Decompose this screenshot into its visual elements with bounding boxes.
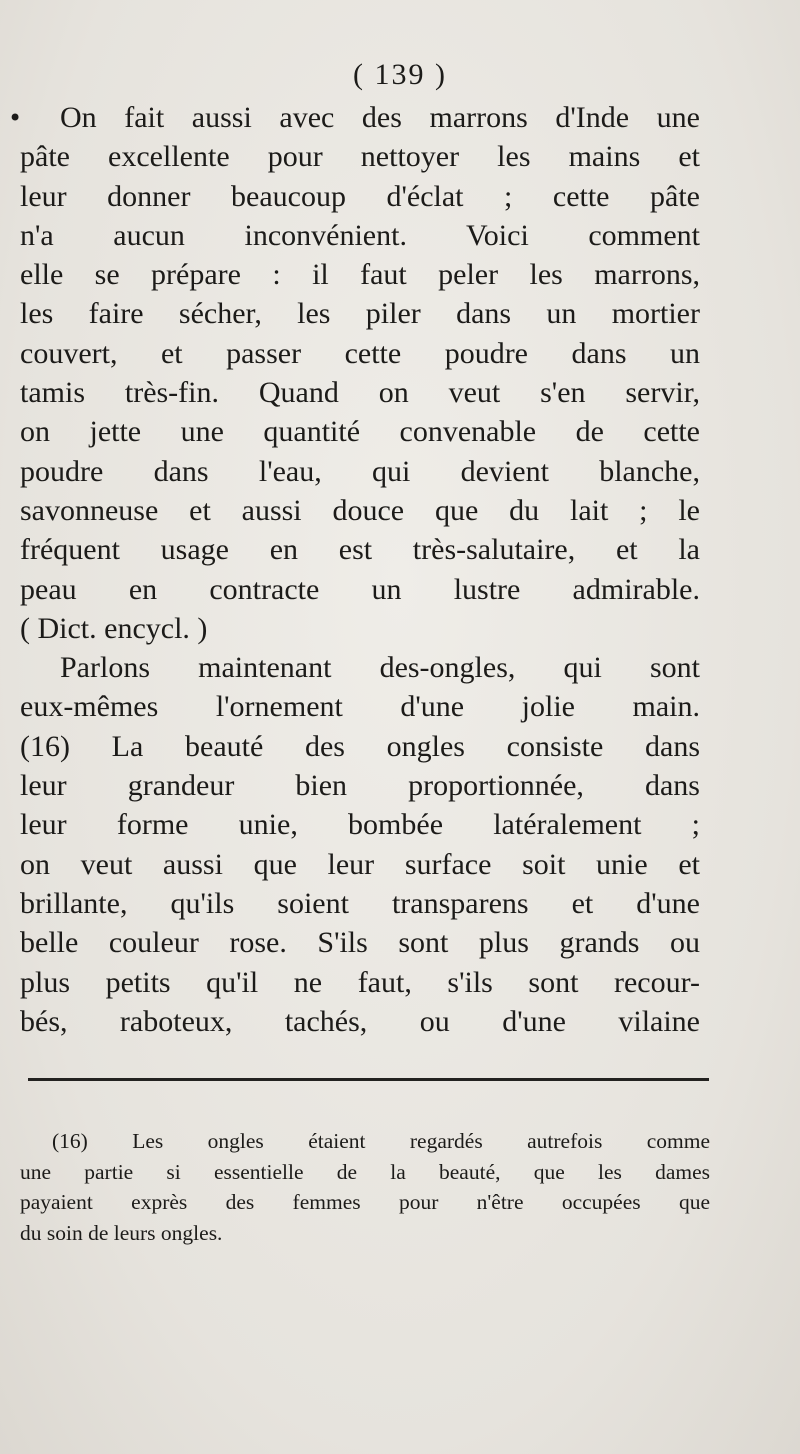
body-line: (16) La beauté des ongles consiste dans [20,729,700,763]
body-line: leur donner beaucoup d'éclat ; cette pâte [20,179,700,213]
body-line: fréquent usage en est très-salutaire, et la [20,533,700,567]
body-line: belle couleur rose. S'ils sont plus grands ou [20,926,700,960]
body-line: couvert, et passer cette poudre dans un [20,336,700,370]
body-line: on jette une quantité convenable de cette [20,415,700,449]
footnote-line: (16) Les ongles étaient regardés autrefois comme [52,1129,710,1153]
footnote [20,1126,710,1248]
footnote-rule [28,1078,709,1081]
body-line: leur grandeur bien proportionnée, dans [20,769,700,803]
body-line: tamis très-fin. Quand on veut s'en servir, [20,376,700,410]
footnote-line: du soin de leurs ongles. [20,1220,223,1245]
body-line: poudre dans l'eau, qui devient blanche, [20,454,700,488]
page-number: ( 139 ) [353,58,447,91]
body-line: savonneuse et aussi douce que du lait ; le [20,493,700,527]
footnote-line: une partie si essentielle de la beauté, que les dames [20,1159,710,1184]
body-line: pâte excellente pour nettoyer les mains et [20,140,700,174]
footnote-line: payaient exprès des femmes pour n'être occupées que [20,1190,710,1214]
body-line: peau en contracte un lustre admirable. [20,572,700,606]
body-line: les faire sécher, les piler dans un mortier [20,297,700,331]
body-line: plus petits qu'il ne faut, s'ils sont recour- [20,965,700,999]
margin-mark: • [8,104,23,132]
body-line: bés, raboteux, tachés, ou d'une vilaine [20,1004,700,1038]
body-line: Parlons maintenant des-ongles, qui sont [60,651,700,685]
body-line: elle se prépare : il faut peler les marrons, [20,258,700,292]
body-line: eux-mêmes l'ornement d'une jolie main. [20,690,700,724]
body-line: n'a aucun inconvénient. Voici comment [20,218,700,252]
body-text [20,98,700,1041]
body-line: ( Dict. encycl. ) [20,611,208,645]
body-line: leur forme unie, bombée latéralement ; [20,808,700,842]
body-line: On fait aussi avec des marrons d'Inde une [60,101,700,134]
body-line: brillante, qu'ils soient transparens et d'une [20,886,700,920]
body-line: on veut aussi que leur surface soit unie et [20,847,700,881]
